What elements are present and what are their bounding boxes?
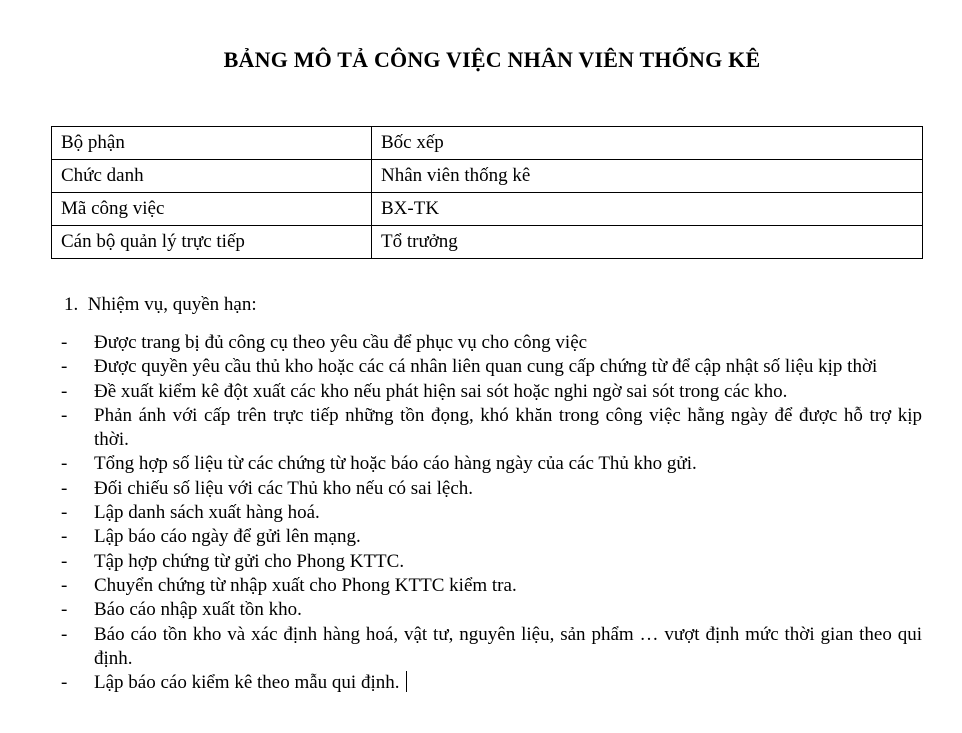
text-cursor — [406, 671, 407, 692]
table-cell-label: Bộ phận — [52, 127, 372, 160]
section-heading — [64, 294, 257, 316]
list-item-text: Phản ánh với cấp trên trực tiếp những tồn đọng, khó khăn trong công việc hằng ngày để được hỗ trợ kịp thời. — [94, 404, 922, 451]
bullet-dash: - — [61, 356, 68, 378]
table-row — [52, 127, 923, 160]
table-cell-value: BX-TK — [372, 193, 923, 226]
list-item-text: Tổng hợp số liệu từ các chứng từ hoặc báo cáo hàng ngày của các Thủ kho gửi. — [94, 453, 697, 475]
list-item — [61, 671, 922, 695]
list-item-text: Được quyền yêu cầu thủ kho hoặc các cá nhân liên quan cung cấp chứng từ để cập nhật số liệu kịp thời — [94, 356, 878, 378]
list-item — [61, 501, 922, 525]
table-cell-value: Tổ trưởng — [372, 226, 923, 259]
bullet-dash: - — [61, 526, 68, 548]
list-item-text: Báo cáo tồn kho và xác định hàng hoá, vật tư, nguyên liệu, sản phẩm … vượt định mức thời gian theo qui định. — [94, 623, 922, 669]
table-cell-label: Chức danh — [52, 160, 372, 193]
table-cell-label: Cán bộ quản lý trực tiếp — [52, 226, 372, 259]
list-item-text: Lập báo cáo kiểm kê theo mẫu qui định. — [94, 672, 400, 694]
job-info-table — [51, 126, 923, 259]
list-item-text: Được trang bị đủ công cụ theo yêu cầu để phục vụ cho công việc — [94, 332, 588, 353]
list-item — [61, 380, 922, 404]
list-item-text: Báo cáo nhập xuất tồn kho. — [94, 599, 302, 621]
table-row — [52, 226, 923, 259]
list-item — [61, 550, 922, 574]
section-number: 1. — [64, 294, 79, 315]
list-item-text: Đối chiếu số liệu với các Thủ kho nếu có sai lệch. — [94, 477, 474, 499]
list-item — [61, 525, 922, 549]
list-item-text: Tập hợp chứng từ gửi cho Phong KTTC. — [94, 550, 405, 572]
duties-list — [61, 331, 922, 695]
list-item — [61, 623, 922, 672]
bullet-dash: - — [61, 599, 68, 621]
table-cell-label: Mã công việc — [52, 193, 372, 226]
table-cell-value: Nhân viên thống kê — [372, 160, 923, 193]
list-item-text: Lập danh sách xuất hàng hoá. — [94, 502, 320, 524]
table-cell-value: Bốc xếp — [372, 127, 923, 160]
list-item — [61, 331, 922, 355]
list-item-text: Lập báo cáo ngày để gửi lên mạng. — [94, 526, 361, 548]
bullet-dash: - — [61, 332, 68, 353]
list-item — [61, 574, 922, 598]
list-item — [61, 452, 922, 476]
list-item-text: Chuyển chứng từ nhập xuất cho Phong KTTC kiểm tra. — [94, 574, 517, 596]
list-item — [61, 477, 922, 501]
bullet-dash: - — [61, 380, 68, 402]
table-row — [52, 160, 923, 193]
table-row — [52, 193, 923, 226]
list-item — [61, 355, 922, 379]
bullet-dash: - — [61, 623, 68, 645]
list-item — [61, 404, 922, 453]
bullet-dash: - — [61, 672, 68, 694]
bullet-dash: - — [61, 550, 68, 572]
list-item-text: Đề xuất kiểm kê đột xuất các kho nếu phát hiện sai sót hoặc nghi ngờ sai sót trong các kho. — [94, 380, 788, 402]
list-item — [61, 598, 922, 622]
bullet-dash: - — [61, 404, 68, 426]
bullet-dash: - — [61, 477, 68, 499]
bullet-dash: - — [61, 453, 68, 475]
document-title: BẢNG MÔ TẢ CÔNG VIỆC NHÂN VIÊN THỐNG KÊ — [223, 47, 761, 72]
bullet-dash: - — [61, 574, 68, 596]
bullet-dash: - — [61, 502, 68, 524]
section-title: Nhiệm vụ, quyền hạn: — [87, 294, 257, 315]
